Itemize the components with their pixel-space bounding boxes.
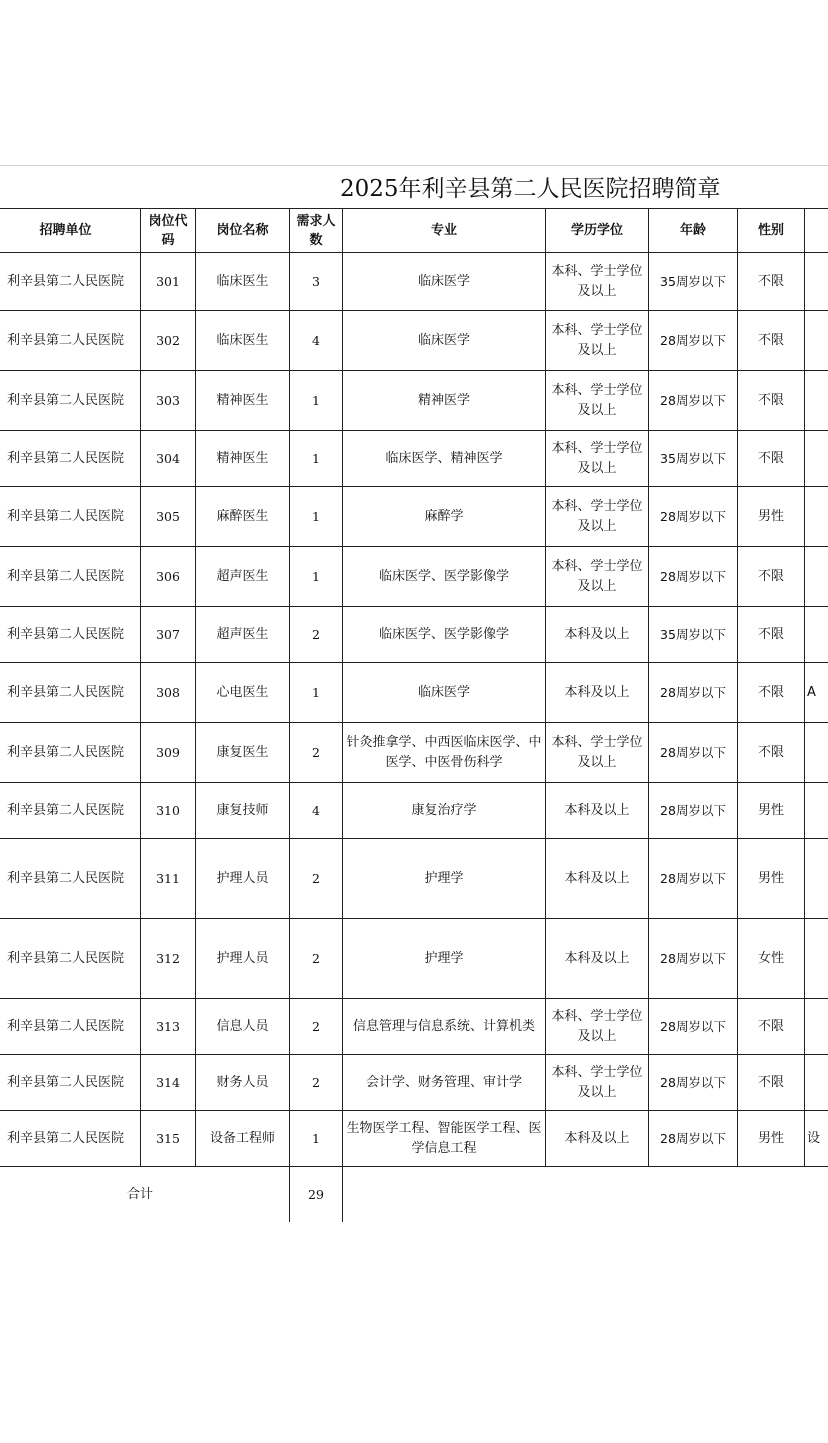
cell-extra <box>805 547 828 607</box>
cell-gender: 不限 <box>738 1055 805 1111</box>
table-row <box>0 663 828 723</box>
cell-major: 临床医学 <box>343 253 546 311</box>
cell-extra <box>805 311 828 371</box>
cell-gender: 不限 <box>738 253 805 311</box>
cell-extra <box>805 1055 828 1111</box>
cell-unit: 利辛县第二人民医院 <box>0 607 141 663</box>
cell-unit: 利辛县第二人民医院 <box>0 999 141 1055</box>
cell-gender: 男性 <box>738 783 805 839</box>
cell-position: 超声医生 <box>196 607 290 663</box>
cell-unit: 利辛县第二人民医院 <box>0 839 141 919</box>
table-row <box>0 547 828 607</box>
cell-position: 临床医生 <box>196 311 290 371</box>
cell-count: 2 <box>290 607 343 663</box>
cell-count: 2 <box>290 839 343 919</box>
cell-education: 本科、学士学位及以上 <box>546 487 649 547</box>
header-position: 岗位名称 <box>196 209 290 253</box>
cell-count: 1 <box>290 431 343 487</box>
table-row <box>0 783 828 839</box>
total-count: 29 <box>290 1167 343 1223</box>
cell-major: 精神医学 <box>343 371 546 431</box>
cell-education: 本科、学士学位及以上 <box>546 431 649 487</box>
cell-extra <box>805 253 828 311</box>
cell-code: 309 <box>141 723 196 783</box>
table-row <box>0 311 828 371</box>
cell-age: 28周岁以下 <box>649 723 738 783</box>
cell-unit: 利辛县第二人民医院 <box>0 919 141 999</box>
cell-unit: 利辛县第二人民医院 <box>0 1055 141 1111</box>
table-row <box>0 253 828 311</box>
cell-gender: 不限 <box>738 607 805 663</box>
cell-gender: 不限 <box>738 311 805 371</box>
table-body <box>0 253 828 1223</box>
cell-position: 心电医生 <box>196 663 290 723</box>
cell-extra <box>805 431 828 487</box>
table-row <box>0 487 828 547</box>
cell-age: 28周岁以下 <box>649 487 738 547</box>
cell-unit: 利辛县第二人民医院 <box>0 663 141 723</box>
cell-education: 本科及以上 <box>546 919 649 999</box>
total-remainder <box>343 1167 828 1223</box>
cell-position: 信息人员 <box>196 999 290 1055</box>
cell-education: 本科、学士学位及以上 <box>546 723 649 783</box>
cell-count: 2 <box>290 999 343 1055</box>
cell-age: 35周岁以下 <box>649 607 738 663</box>
table-row <box>0 1111 828 1167</box>
cell-count: 2 <box>290 723 343 783</box>
recruitment-table <box>0 208 828 1222</box>
cell-code: 302 <box>141 311 196 371</box>
cell-unit: 利辛县第二人民医院 <box>0 311 141 371</box>
cell-age: 28周岁以下 <box>649 1111 738 1167</box>
cell-count: 1 <box>290 371 343 431</box>
cell-code: 304 <box>141 431 196 487</box>
cell-code: 308 <box>141 663 196 723</box>
cell-gender: 女性 <box>738 919 805 999</box>
total-label: 合计 <box>0 1167 290 1223</box>
cell-unit: 利辛县第二人民医院 <box>0 371 141 431</box>
header-unit: 招聘单位 <box>0 209 141 253</box>
cell-code: 301 <box>141 253 196 311</box>
cell-count: 4 <box>290 311 343 371</box>
cell-gender: 不限 <box>738 371 805 431</box>
header-extra <box>805 209 828 253</box>
cell-position: 精神医生 <box>196 371 290 431</box>
cell-age: 28周岁以下 <box>649 663 738 723</box>
cell-count: 2 <box>290 1055 343 1111</box>
cell-extra <box>805 607 828 663</box>
cell-count: 3 <box>290 253 343 311</box>
cell-age: 28周岁以下 <box>649 1055 738 1111</box>
cell-major: 护理学 <box>343 919 546 999</box>
table-row <box>0 1055 828 1111</box>
table-row <box>0 919 828 999</box>
cell-count: 1 <box>290 663 343 723</box>
recruitment-table-wrapper <box>0 208 828 1222</box>
cell-count: 1 <box>290 1111 343 1167</box>
cell-education: 本科、学士学位及以上 <box>546 999 649 1055</box>
cell-position: 精神医生 <box>196 431 290 487</box>
cell-education: 本科、学士学位及以上 <box>546 371 649 431</box>
cell-count: 1 <box>290 487 343 547</box>
cell-extra <box>805 919 828 999</box>
cell-unit: 利辛县第二人民医院 <box>0 547 141 607</box>
cell-code: 307 <box>141 607 196 663</box>
cell-position: 护理人员 <box>196 839 290 919</box>
cell-gender: 男性 <box>738 487 805 547</box>
table-row <box>0 431 828 487</box>
cell-major: 生物医学工程、智能医学工程、医学信息工程 <box>343 1111 546 1167</box>
table-header-row <box>0 209 828 253</box>
header-code: 岗位代码 <box>141 209 196 253</box>
cell-age: 28周岁以下 <box>649 547 738 607</box>
cell-major: 针灸推拿学、中西医临床医学、中医学、中医骨伤科学 <box>343 723 546 783</box>
cell-major: 会计学、财务管理、审计学 <box>343 1055 546 1111</box>
cell-code: 306 <box>141 547 196 607</box>
cell-position: 财务人员 <box>196 1055 290 1111</box>
table-row <box>0 999 828 1055</box>
cell-gender: 不限 <box>738 723 805 783</box>
cell-position: 麻醉医生 <box>196 487 290 547</box>
header-count: 需求人数 <box>290 209 343 253</box>
cell-extra <box>805 371 828 431</box>
cell-gender: 男性 <box>738 839 805 919</box>
cell-code: 303 <box>141 371 196 431</box>
cell-position: 护理人员 <box>196 919 290 999</box>
cell-age: 28周岁以下 <box>649 839 738 919</box>
cell-gender: 不限 <box>738 547 805 607</box>
cell-education: 本科、学士学位及以上 <box>546 311 649 371</box>
cell-major: 信息管理与信息系统、计算机类 <box>343 999 546 1055</box>
cell-position: 超声医生 <box>196 547 290 607</box>
cell-gender: 不限 <box>738 431 805 487</box>
cell-education: 本科及以上 <box>546 839 649 919</box>
cell-major: 临床医学 <box>343 663 546 723</box>
cell-extra <box>805 839 828 919</box>
cell-position: 设备工程师 <box>196 1111 290 1167</box>
cell-unit: 利辛县第二人民医院 <box>0 1111 141 1167</box>
cell-extra <box>805 487 828 547</box>
cell-education: 本科、学士学位及以上 <box>546 1055 649 1111</box>
cell-count: 1 <box>290 547 343 607</box>
cell-gender: 不限 <box>738 999 805 1055</box>
cell-major: 康复治疗学 <box>343 783 546 839</box>
table-row <box>0 607 828 663</box>
cell-unit: 利辛县第二人民医院 <box>0 253 141 311</box>
cell-code: 310 <box>141 783 196 839</box>
cell-unit: 利辛县第二人民医院 <box>0 723 141 783</box>
cell-code: 311 <box>141 839 196 919</box>
cell-code: 313 <box>141 999 196 1055</box>
table-row <box>0 839 828 919</box>
cell-unit: 利辛县第二人民医院 <box>0 783 141 839</box>
cell-code: 314 <box>141 1055 196 1111</box>
header-major: 专业 <box>343 209 546 253</box>
cell-code: 315 <box>141 1111 196 1167</box>
cell-education: 本科及以上 <box>546 607 649 663</box>
total-row <box>0 1167 828 1223</box>
cell-education: 本科、学士学位及以上 <box>546 253 649 311</box>
cell-education: 本科、学士学位及以上 <box>546 547 649 607</box>
document-title: 2025年利辛县第二人民医院招聘简章 <box>340 176 721 202</box>
header-gender: 性别 <box>738 209 805 253</box>
cell-education: 本科及以上 <box>546 663 649 723</box>
cell-code: 312 <box>141 919 196 999</box>
cell-count: 2 <box>290 919 343 999</box>
cell-age: 28周岁以下 <box>649 783 738 839</box>
header-age: 年龄 <box>649 209 738 253</box>
cell-age: 28周岁以下 <box>649 919 738 999</box>
cell-unit: 利辛县第二人民医院 <box>0 431 141 487</box>
table-row <box>0 371 828 431</box>
cell-major: 临床医学、医学影像学 <box>343 547 546 607</box>
cell-major: 麻醉学 <box>343 487 546 547</box>
table-row <box>0 723 828 783</box>
cell-major: 临床医学、医学影像学 <box>343 607 546 663</box>
cell-gender: 不限 <box>738 663 805 723</box>
cell-extra <box>805 783 828 839</box>
cell-major: 护理学 <box>343 839 546 919</box>
cell-extra <box>805 999 828 1055</box>
cell-major: 临床医学、精神医学 <box>343 431 546 487</box>
cell-major: 临床医学 <box>343 311 546 371</box>
cell-extra <box>805 723 828 783</box>
cell-extra: A <box>805 663 828 723</box>
cell-count: 4 <box>290 783 343 839</box>
cell-education: 本科及以上 <box>546 783 649 839</box>
cell-position: 康复医生 <box>196 723 290 783</box>
cell-age: 28周岁以下 <box>649 311 738 371</box>
cell-age: 35周岁以下 <box>649 253 738 311</box>
cell-age: 28周岁以下 <box>649 999 738 1055</box>
header-education: 学历学位 <box>546 209 649 253</box>
page-top-rule <box>0 165 828 166</box>
cell-age: 35周岁以下 <box>649 431 738 487</box>
cell-unit: 利辛县第二人民医院 <box>0 487 141 547</box>
cell-code: 305 <box>141 487 196 547</box>
cell-extra: 设 <box>805 1111 828 1167</box>
cell-education: 本科及以上 <box>546 1111 649 1167</box>
cell-gender: 男性 <box>738 1111 805 1167</box>
cell-position: 康复技师 <box>196 783 290 839</box>
cell-age: 28周岁以下 <box>649 371 738 431</box>
cell-position: 临床医生 <box>196 253 290 311</box>
